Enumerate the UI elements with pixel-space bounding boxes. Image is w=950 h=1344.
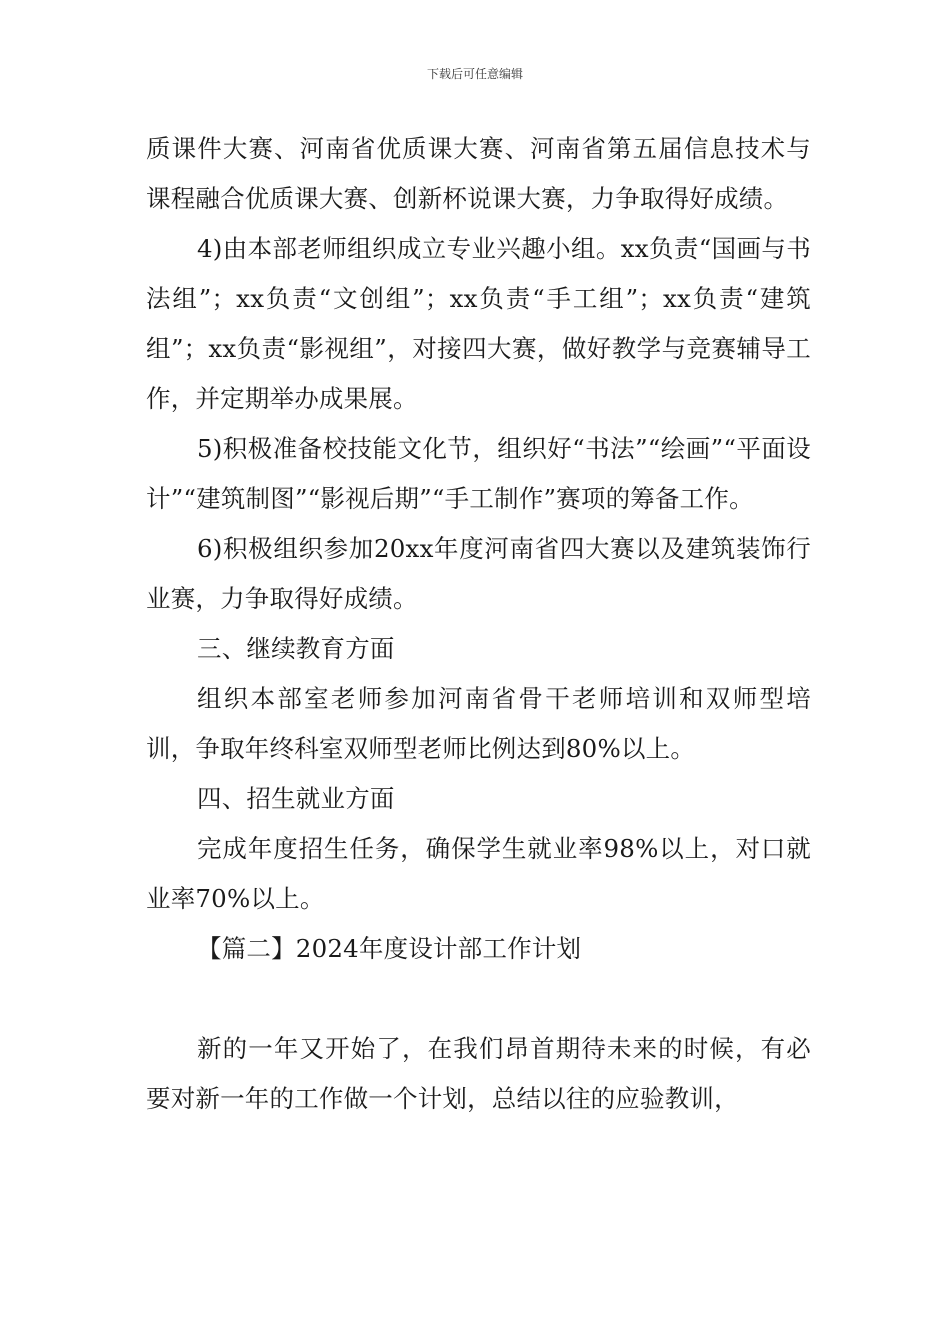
blank-line — [146, 974, 811, 1024]
paragraph-continuing-education: 组织本部室老师参加河南省骨干老师培训和双师型培训，争取年终科室双师型老师比例达到80%以上。 — [146, 684, 811, 763]
paragraph-item-5: 5)积极准备校技能文化节，组织好“书法”“绘画”“平面设计”“建筑制图”“影视后期”“手工制作”赛项的筹备工作。 — [146, 434, 811, 513]
paragraph-continuation: 质课件大赛、河南省优质课大赛、河南省第五届信息技术与课程融合优质课大赛、创新杯说课大赛，力争取得好成绩。 — [146, 134, 811, 213]
paragraph-item-4: 4)由本部老师组织成立专业兴趣小组。xx负责“国画与书法组”；xx负责“文创组”；xx负责“手工组”；xx负责“建筑组”；xx负责“影视组”，对接四大赛，做好教学与竞赛辅导工作，并定期举办成果展。 — [146, 234, 811, 413]
section-heading-continuing-education: 三、继续教育方面 — [197, 634, 395, 663]
paragraph-intro-part-two: 新的一年又开始了，在我们昂首期待未来的时候，有必要对新一年的工作做一个计划，总结以往的应验教训， — [146, 1034, 811, 1113]
page-header: 下载后可任意编辑 — [426, 67, 523, 81]
paragraph-item-6: 6)积极组织参加20xx年度河南省四大赛以及建筑装饰行业赛，力争取得好成绩。 — [146, 534, 811, 613]
paragraph-enrollment: 完成年度招生任务，确保学生就业率98%以上，对口就业率70%以上。 — [146, 834, 811, 913]
document-body — [146, 124, 811, 1124]
section-heading-enrollment: 四、招生就业方面 — [197, 784, 395, 813]
article-heading-part-two: 【篇二】2024年度设计部工作计划 — [197, 934, 582, 963]
